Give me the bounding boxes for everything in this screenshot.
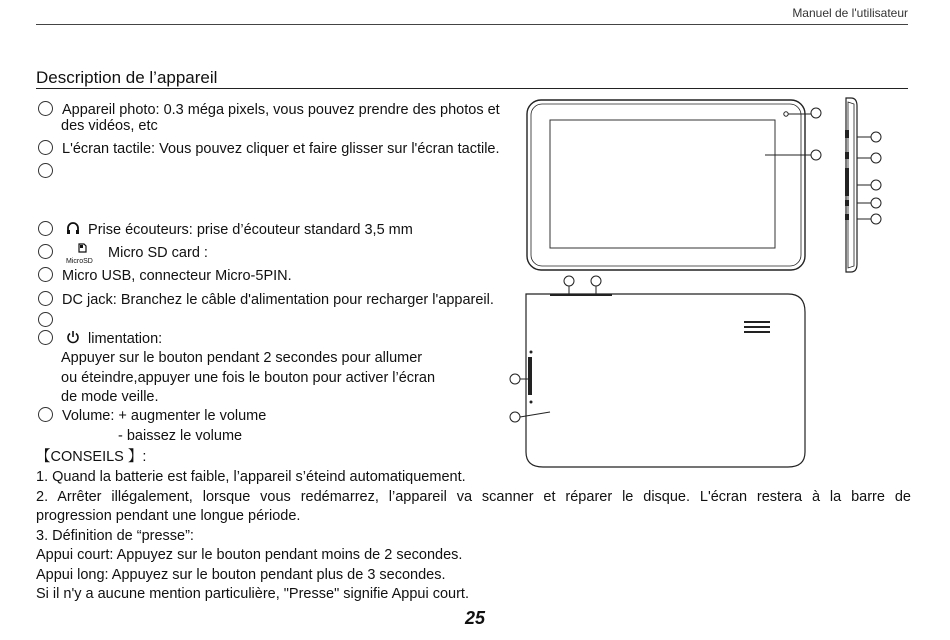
list-item: Prise écouteurs: prise d’écouteur standard 3,5 mm [38, 221, 413, 239]
tips-heading: 【CONSEILS 】: [36, 449, 147, 465]
tip-2-line-2: progression pendant une longue période. [36, 508, 301, 524]
list-item: L'écran tactile: Vous pouvez cliquer et faire glisser sur l'écran tactile. [38, 140, 500, 158]
press-default-note: Si il n'y a aucune mention particulière, "Presse" signifie Appui court. [36, 586, 469, 602]
list-item [38, 312, 62, 330]
callout-circle-icon [38, 221, 53, 236]
callout-circle-icon [38, 330, 53, 345]
list-item: Volume: + augmenter le volume [38, 407, 266, 425]
callout-circle-icon [38, 407, 53, 422]
tip-1: 1. Quand la batterie est faible, l’appareil s’éteind automatiquement. [36, 469, 466, 485]
list-item: MicroSD Micro SD card : [38, 244, 208, 262]
list-item: limentation: [38, 330, 162, 348]
callout-circle-icon [38, 140, 53, 155]
power-icon [66, 330, 80, 348]
list-item-continuation: des vidéos, etc [61, 118, 158, 134]
callout-circle-icon [38, 291, 53, 306]
volume-minus-text: - baissez le volume [118, 428, 243, 444]
list-item [38, 163, 62, 181]
long-press-definition: Appui long: Appuyez sur le bouton pendant plus de 3 secondes. [36, 567, 446, 583]
microsd-icon [66, 245, 100, 266]
power-desc-line: de mode veille. [61, 389, 159, 405]
callout-circle-icon [38, 312, 53, 327]
header-rule [36, 24, 908, 25]
microsd-label: MicroSD [66, 258, 93, 266]
section-rule [36, 88, 908, 89]
page-header: Manuel de l'utilisateur [792, 6, 908, 20]
headphone-icon [66, 221, 80, 239]
tablet-back-diagram [500, 272, 820, 472]
callout-circle-icon [38, 163, 53, 178]
page-number: 25 [464, 608, 486, 628]
callout-circle-icon [38, 267, 53, 282]
callout-circle-icon [38, 101, 53, 116]
list-item: Micro USB, connecteur Micro-5PIN. [38, 267, 292, 285]
tip-2-line-1: 2. Arrêter illégalement, lorsque vous redémarrez, l’appareil va scanner et réparer le disque. L'écran restera à la barre de [36, 489, 911, 505]
short-press-definition: Appui court: Appuyez sur le bouton pendant moins de 2 secondes. [36, 547, 463, 563]
tip-3: 3. Définition de “presse”: [36, 528, 194, 544]
list-item: DC jack: Branchez le câble d'alimentation pour recharger l'appareil. [38, 291, 494, 309]
section-title: Description de l’appareil [36, 68, 218, 87]
power-desc-line: ou éteindre,appuyer une fois le bouton pour activer l’écran [61, 370, 436, 386]
list-item: Appareil photo: 0.3 méga pixels, vous pouvez prendre des photos et [38, 101, 500, 119]
callout-circle-icon [38, 244, 53, 259]
power-desc-line: Appuyer sur le bouton pendant 2 secondes pour allumer [61, 350, 423, 366]
tablet-front-diagram [520, 92, 890, 282]
